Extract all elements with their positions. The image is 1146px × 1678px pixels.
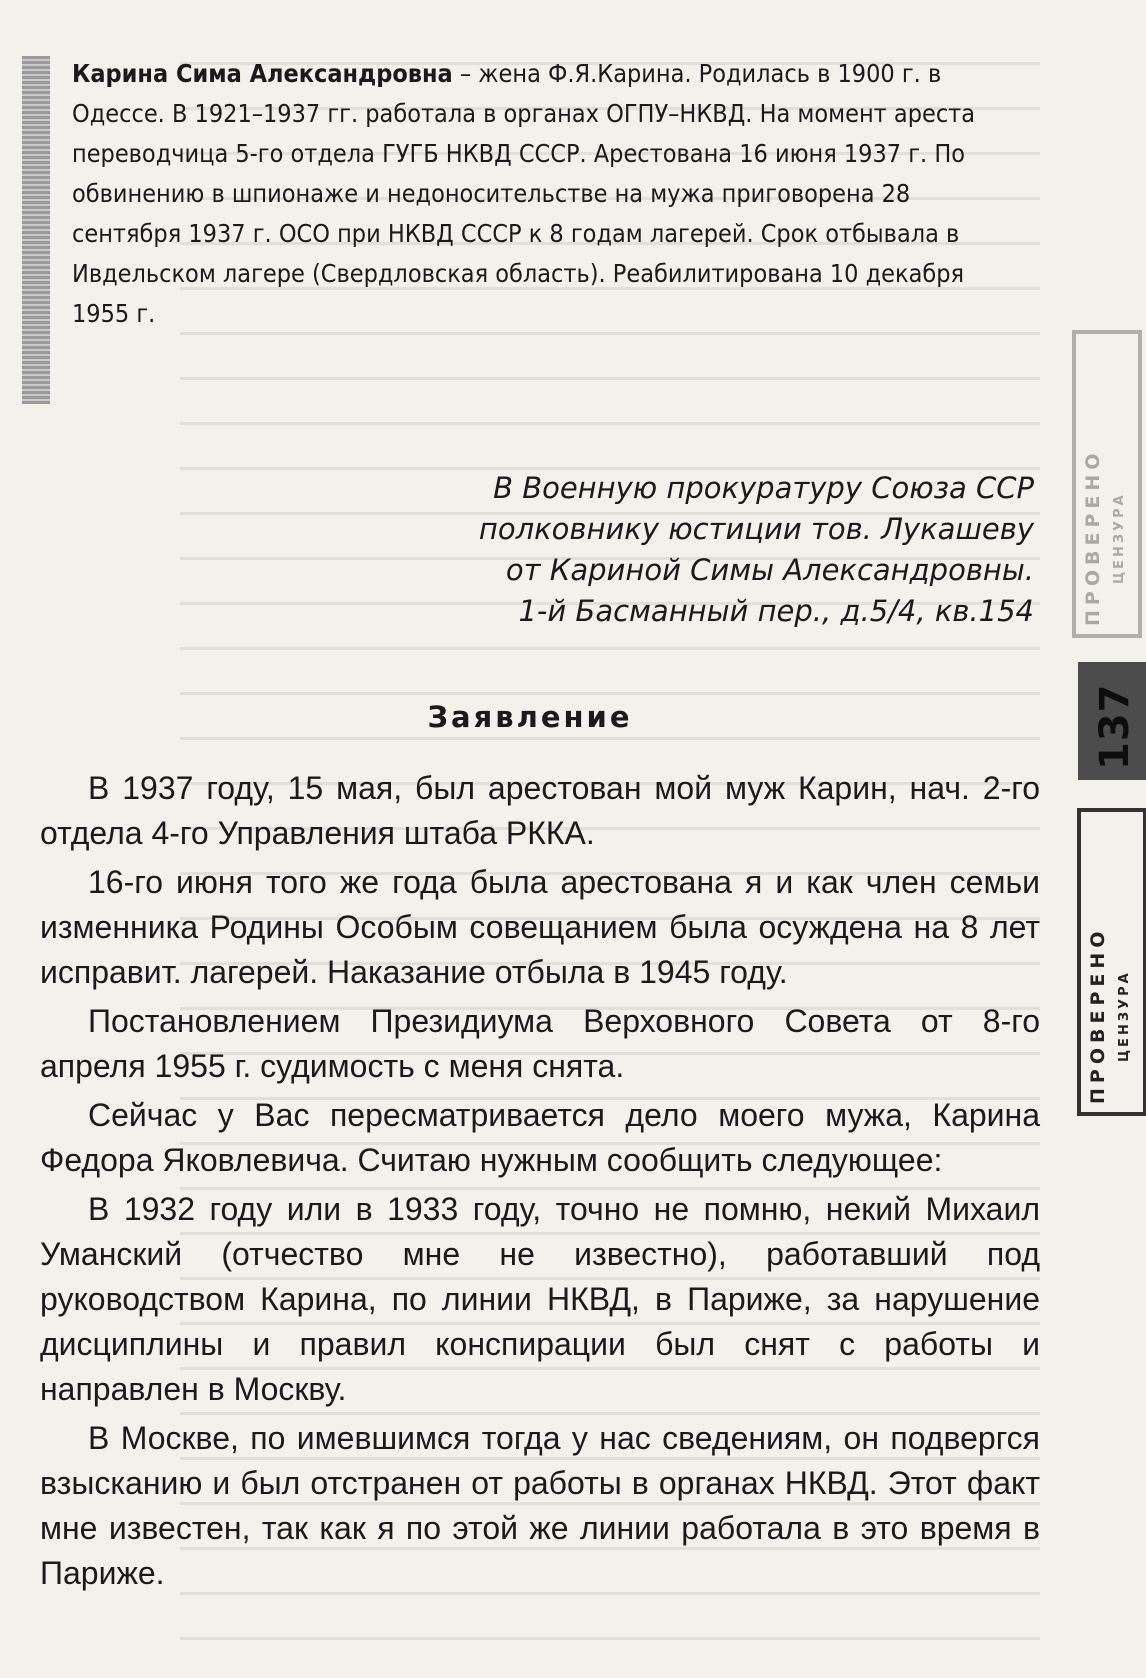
paragraph: 16-го июня того же года была арестована я и как член семьи изменника Родины Особым совещанием была осуждена на 8 лет исправит. лагерей. Наказание отбыла в 1945 году. bbox=[40, 864, 1040, 990]
paragraph: Постановлением Президиума Верховного Совета от 8-го апреля 1955 г. судимость с меня снята. bbox=[40, 1003, 1040, 1084]
faint-stamp-subtext: ЦЕНЗУРА bbox=[1112, 492, 1127, 584]
addressee-line: от Кариной Симы Александровны. bbox=[505, 553, 1034, 587]
stamp-subtext: ЦЕНЗУРА bbox=[1117, 970, 1132, 1062]
statement-body bbox=[40, 766, 1040, 1600]
biography-note bbox=[72, 54, 1012, 334]
addressee-line: В Военную прокуратуру Союза ССР bbox=[493, 471, 1034, 505]
bio-text: – жена Ф.Я.Карина. Родилась в 1900 г. в Одессе. В 1921–1937 гг. работала в органах ОГПУ–НКВД. На момент ареста переводчица 5-го отдела ГУГБ НКВД СССР. Арестована 16 июня 1937 г. По обвинению в шпионаже и недоносительстве на мужа приговорена 28 сентября 1937 г. ОСО при НКВД СССР к 8 годам лагерей. Срок отбывала в Ивдельском лагере (Свердловская область). Реабилитирована 10 декабря 1955 г. bbox=[72, 59, 976, 328]
paragraph: В 1937 году, 15 мая, был арестован мой муж Карин, нач. 2-го отдела 4-го Управления штаба РККА. bbox=[40, 770, 1040, 851]
paragraph: Сейчас у Вас пересматривается дело моего мужа, Карина Федора Яковлевича. Считаю нужным сообщить следующее: bbox=[40, 1097, 1040, 1178]
faint-stamp-text: ПРОВЕРЕНО bbox=[1082, 448, 1104, 626]
stamp-text: ПРОВЕРЕНО bbox=[1087, 926, 1109, 1104]
bio-sidebar-bar bbox=[22, 56, 50, 404]
bio-name: Карина Сима Александровна bbox=[72, 59, 453, 88]
page-number-tab bbox=[1078, 662, 1146, 780]
paragraph: В Москве, по имевшимся тогда у нас сведениям, он подвергся взысканию и был отстранен от работы в органах НКВД. Этот факт мне известен, так как я по этой же линии работала в это время в Париже. bbox=[40, 1420, 1040, 1591]
page-number: 137 bbox=[1092, 683, 1138, 770]
paragraph: В 1932 году или в 1933 году, точно не помню, некий Михаил Уманский (отчество мне не известно), работавший под руководством Карина, по линии НКВД, в Париже, за нарушение дисциплины и правил конспирации был снят с работы и направлен в Москву. bbox=[40, 1191, 1040, 1407]
faint-censor-stamp bbox=[1072, 330, 1142, 638]
addressee-line: 1-й Басманный пер., д.5/4, кв.154 bbox=[518, 594, 1034, 628]
addressee-block bbox=[400, 468, 1034, 632]
document-heading: Заявление bbox=[427, 700, 633, 734]
addressee-line: полковнику юстиции тов. Лукашеву bbox=[478, 512, 1034, 546]
censor-stamp bbox=[1077, 808, 1146, 1116]
